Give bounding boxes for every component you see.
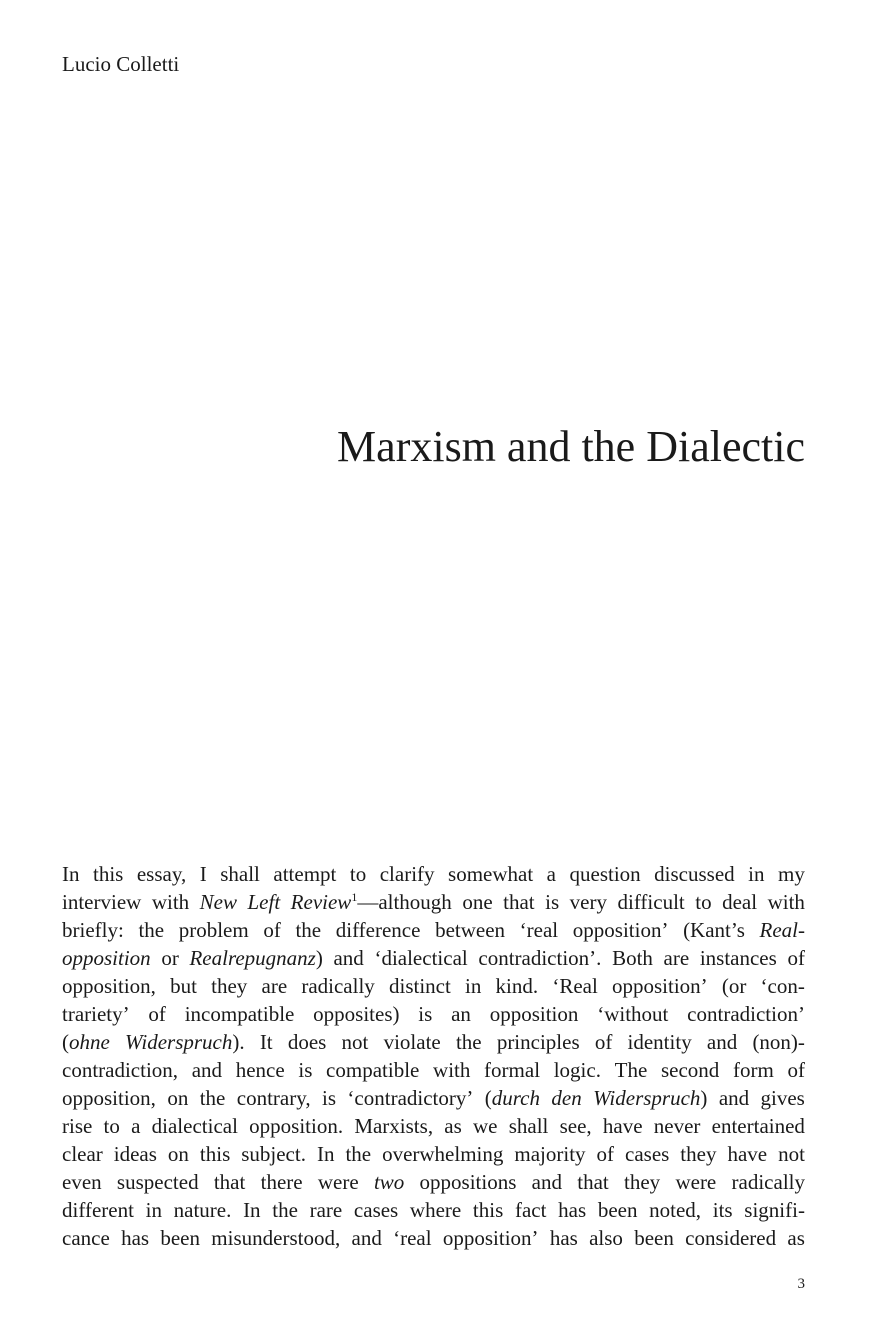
body-line: interview with New Left Review$^1$—although one that is very difficult to deal with [62, 890, 805, 914]
body-line: even suspected that there were two oppositions and that they were radically [62, 1170, 805, 1194]
body-line: trariety’ of incompatible opposites) is an opposition ‘without contradiction’ [62, 1002, 805, 1026]
body-line: opposition, but they are radically distinct in kind. ‘Real opposition’ (or ‘con- [62, 974, 805, 998]
body-line: (ohne Widerspruch). It does not violate the principles of identity and (non)- [62, 1030, 805, 1054]
footnote-marker: 1 [351, 890, 358, 904]
article-title: Marxism and the Dialectic [337, 422, 805, 471]
body-line: clear ideas on this subject. In the overwhelming majority of cases they have not [62, 1142, 805, 1166]
body-line: cance has been misunderstood, and ‘real opposition’ has also been considered as [62, 1226, 805, 1250]
body-line: rise to a dialectical opposition. Marxists, as we shall see, have never entertained [62, 1114, 805, 1138]
page-number: 3 [797, 1276, 805, 1292]
body-line: In this essay, I shall attempt to clarify somewhat a question discussed in my [62, 862, 805, 886]
body-line: opposition or Realrepugnanz) and ‘dialectical contradiction’. Both are instances of [62, 946, 805, 970]
body-line: opposition, on the contrary, is ‘contradictory’ (durch den Widerspruch) and gives [62, 1086, 805, 1110]
body-line: contradiction, and hence is compatible with formal logic. The second form of [62, 1058, 805, 1082]
article-body [62, 860, 805, 1252]
running-header-author: Lucio Colletti [62, 52, 180, 76]
body-line: briefly: the problem of the difference between ‘real opposition’ (Kant’s Real- [62, 918, 805, 942]
body-line: different in nature. In the rare cases where this fact has been noted, its signifi- [62, 1198, 805, 1222]
